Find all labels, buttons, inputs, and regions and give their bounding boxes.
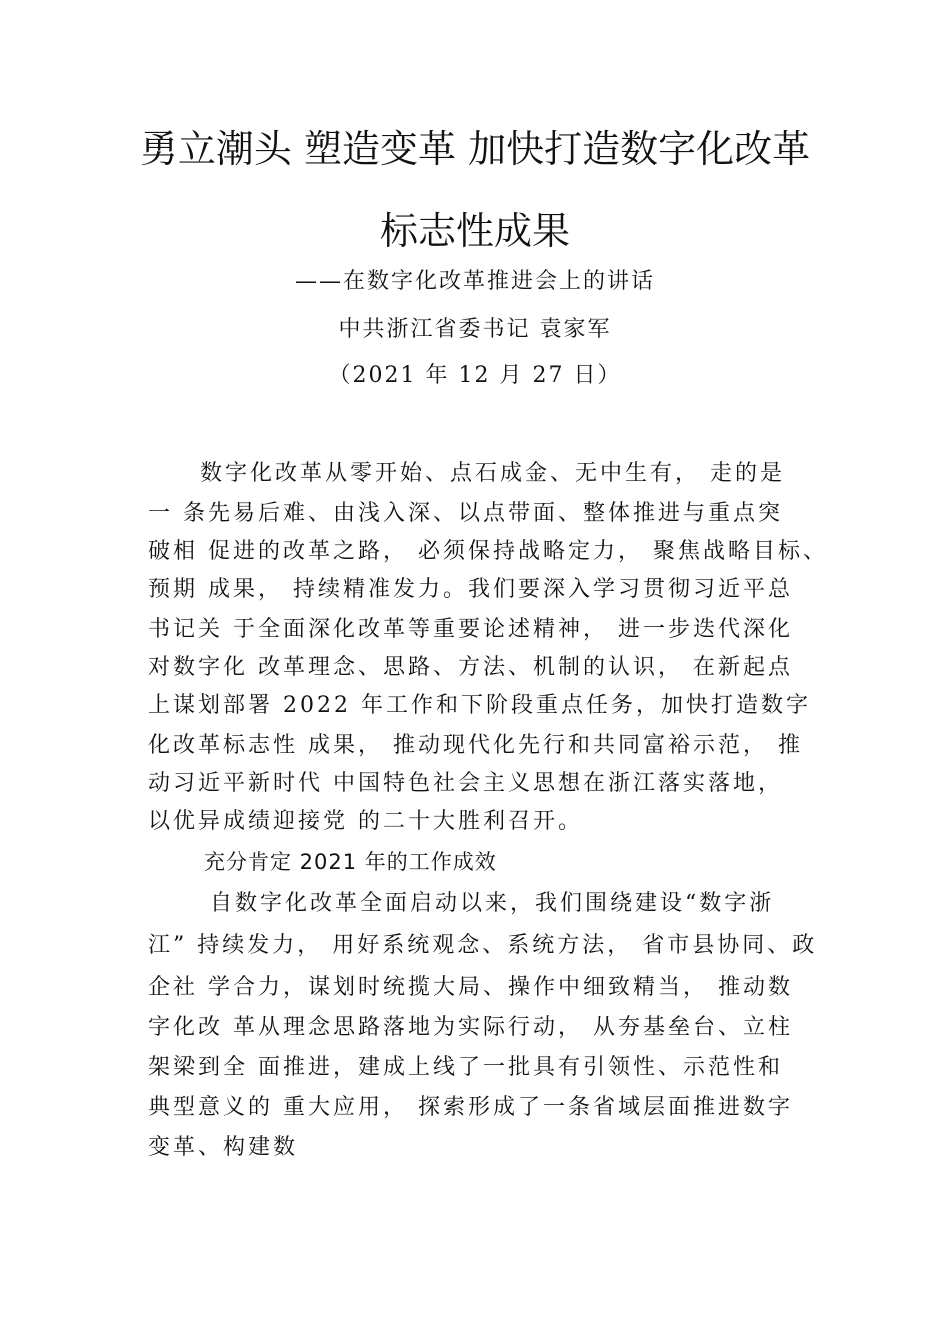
document-date: （2021 年 12 月 27 日） [328, 363, 622, 388]
paragraph-2-line: 字化改 革从理念思路落地为实际行动， 从夯基垒台、立柱 [148, 1015, 793, 1040]
document-title-line-2: 标志性成果 [379, 209, 570, 253]
paragraph-1-line: 化改革标志性 成果， 推动现代化先行和共同富裕示范， 推 [148, 733, 803, 758]
section-heading: 充分肯定 2021 年的工作成效 [204, 850, 497, 874]
paragraph-1-line: 破相 促进的改革之路， 必须保持战略定力， 聚焦战略目标、 [148, 539, 828, 564]
paragraph-2-line: 架梁到全 面推进，建成上线了一批具有引领性、示范性和 [148, 1055, 783, 1080]
document-subtitle: ——在数字化改革推进会上的讲话 [294, 269, 655, 294]
paragraph-1-line: 书记关 于全面深化改革等重要论述精神， 进一步迭代深化 [148, 617, 793, 642]
paragraph-1-line: 预期 成果， 持续精准发力。我们要深入学习贯彻习近平总 [148, 577, 793, 602]
paragraph-2-line: 自数字化改革全面启动以来，我们围绕建设“数字浙 [210, 891, 775, 916]
document-author: 中共浙江省委书记 袁家军 [338, 317, 612, 342]
paragraph-1-line: 对数字化 改革理念、思路、方法、机制的认识， 在新起点 [148, 655, 793, 680]
paragraph-2-line: 变革、构建数 [148, 1135, 299, 1160]
paragraph-1-line: 上谋划部署 2022 年工作和下阶段重点任务，加快打造数字 [148, 693, 811, 718]
paragraph-1-line: 动习近平新时代 中国特色社会主义思想在浙江落实落地， [148, 771, 783, 796]
paragraph-2-line: 企社 学合力，谋划时统揽大局、操作中细致精当， 推动数 [148, 975, 793, 1000]
paragraph-1-line: 一 条先易后难、由浅入深、以点带面、整体推进与重点突 [148, 501, 783, 526]
document-title-line-1: 勇立潮头 塑造变革 加快打造数字化改革 [139, 127, 811, 171]
paragraph-1-line: 以优异成绩迎接党 的二十大胜利召开。 [148, 809, 583, 834]
paragraph-1-line: 数字化改革从零开始、点石成金、无中生有， 走的是 [200, 461, 785, 486]
paragraph-2-line: 江” 持续发力， 用好系统观念、系统方法， 省市县协同、政 [148, 933, 818, 958]
paragraph-2-line: 典型意义的 重大应用， 探索形成了一条省域层面推进数字 [148, 1095, 793, 1120]
